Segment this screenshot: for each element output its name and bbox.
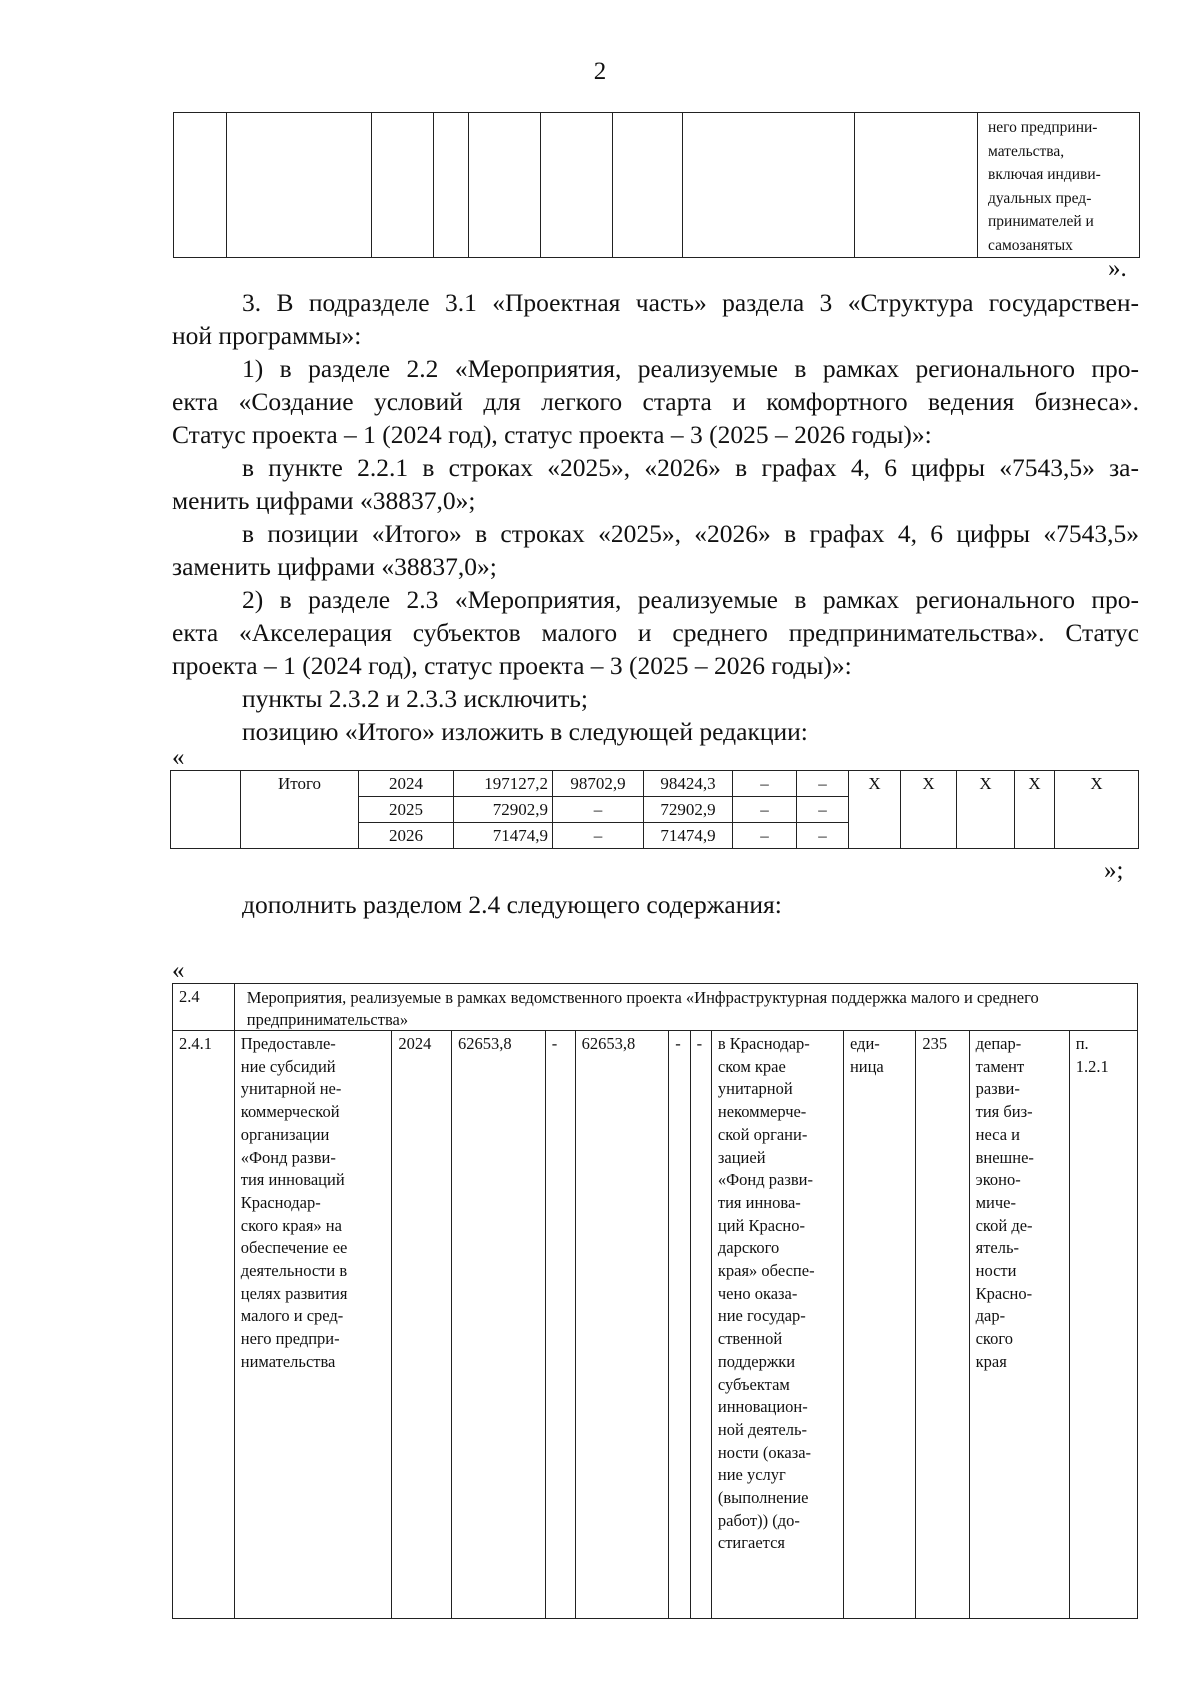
result-description: в Краснодар- ском крае унитарной некоммерче- ской органи- зацией «Фонд разви- тия иннова- ций Красно- дарского края» обеспе- чено оказа- ние государ- ственной поддержки субъектам инновацион- ной деятель- ности (оказа- ние услуг (выполнение работ)) (до- стигается xyxy=(711,1031,843,1619)
x-mark: X xyxy=(849,771,901,849)
year-cell: 2024 xyxy=(359,771,454,797)
paragraph-line: в позиции «Итого» в строках «2025», «2026» в графах 4, 6 цифры «7543,5» xyxy=(242,519,1139,548)
value-cell: – xyxy=(553,823,644,849)
measure-description: Предоставле- ние субсидий унитарной не- коммерческой организации «Фонд разви- тия инноваций Краснодар- ского края» на обеспечение ее деятельности в целях развития малого и сред- него предпри- нимательства xyxy=(234,1031,392,1619)
executor-cell: депар- тамент разви- тия биз- неса и внешне- эконо- миче- ской де- ятель- ности Красно- дар- ского края xyxy=(969,1031,1069,1619)
x-mark: X xyxy=(901,771,957,849)
paragraph-line: позицию «Итого» изложить в следующей редакции: xyxy=(242,717,808,746)
value-cell: - xyxy=(690,1031,711,1619)
row-number: 2.4.1 xyxy=(173,1031,235,1619)
paragraph-line: 1) в разделе 2.2 «Мероприятия, реализуемые в рамках регионального про- xyxy=(242,354,1139,383)
value-cell: – xyxy=(553,797,644,823)
continuation-table xyxy=(173,112,1140,258)
opening-quote-2: « xyxy=(172,957,185,984)
opening-quote-1: « xyxy=(172,744,185,771)
link-cell: п. 1.2.1 xyxy=(1069,1031,1137,1619)
paragraph-line: 3. В подразделе 3.1 «Проектная часть» раздела 3 «Структура государствен- xyxy=(242,288,1139,317)
itogo-table xyxy=(170,770,1139,849)
value-cell: 62653,8 xyxy=(452,1031,546,1619)
value-cell: 71474,9 xyxy=(454,823,553,849)
paragraph-line: ной программы»: xyxy=(172,321,362,350)
value-cell: – xyxy=(797,797,849,823)
x-mark: X xyxy=(1055,771,1139,849)
paragraph-line: заменить цифрами «38837,0»; xyxy=(172,552,497,581)
value-cell: 72902,9 xyxy=(644,797,733,823)
value-cell: - xyxy=(669,1031,690,1619)
closing-quote-2: »; xyxy=(1104,857,1124,884)
year-cell: 2025 xyxy=(359,797,454,823)
section-table xyxy=(172,983,1138,1619)
x-mark: X xyxy=(957,771,1015,849)
page-number: 2 xyxy=(593,58,607,85)
continuation-cell: него предприни- мательства, включая индиви- дуальных пред- принимателей и самозанятых xyxy=(978,113,1140,258)
value-cell: 72902,9 xyxy=(454,797,553,823)
paragraph-line: пункты 2.3.2 и 2.3.3 исключить; xyxy=(242,684,589,713)
section-number: 2.4 xyxy=(173,984,235,1031)
value-cell: - xyxy=(545,1031,575,1619)
year-cell: 2026 xyxy=(359,823,454,849)
paragraph-line: екта «Создание условий для легкого старта и комфортного ведения бизнеса». xyxy=(172,387,1139,416)
itogo-label: Итого xyxy=(241,771,359,849)
value-cell: – xyxy=(797,771,849,797)
value-cell: 62653,8 xyxy=(575,1031,669,1619)
value-cell: – xyxy=(733,823,797,849)
paragraph-line: Статус проекта – 1 (2024 год), статус проекта – 3 (2025 – 2026 годы)»: xyxy=(172,420,932,449)
paragraph-line: в пункте 2.2.1 в строках «2025», «2026» в графах 4, 6 цифры «7543,5» за- xyxy=(242,453,1139,482)
paragraph-line: менить цифрами «38837,0»; xyxy=(172,486,476,515)
value-cell: 197127,2 xyxy=(454,771,553,797)
value-cell: – xyxy=(733,771,797,797)
value-cell: 71474,9 xyxy=(644,823,733,849)
paragraph-line: екта «Акселерация субъектов малого и среднего предпринимательства». Статус xyxy=(172,618,1139,647)
paragraph-line: 2) в разделе 2.3 «Мероприятия, реализуемые в рамках регионального про- xyxy=(242,585,1139,614)
unit-cell: еди- ница xyxy=(843,1031,915,1619)
closing-quote-1: ». xyxy=(1108,255,1127,282)
value-cell: 98424,3 xyxy=(644,771,733,797)
paragraph-line: проекта – 1 (2024 год), статус проекта – 3 (2025 – 2026 годы)»: xyxy=(172,651,852,680)
section-header: Мероприятия, реализуемые в рамках ведомственного проекта «Инфраструктурная поддержка малого и среднего предпринимательства» xyxy=(234,984,1137,1031)
x-mark: X xyxy=(1015,771,1055,849)
value-cell: – xyxy=(797,823,849,849)
target-value: 235 xyxy=(916,1031,969,1619)
value-cell: 98702,9 xyxy=(553,771,644,797)
paragraph-line: дополнить разделом 2.4 следующего содержания: xyxy=(242,890,782,919)
year-cell: 2024 xyxy=(392,1031,452,1619)
value-cell: – xyxy=(733,797,797,823)
